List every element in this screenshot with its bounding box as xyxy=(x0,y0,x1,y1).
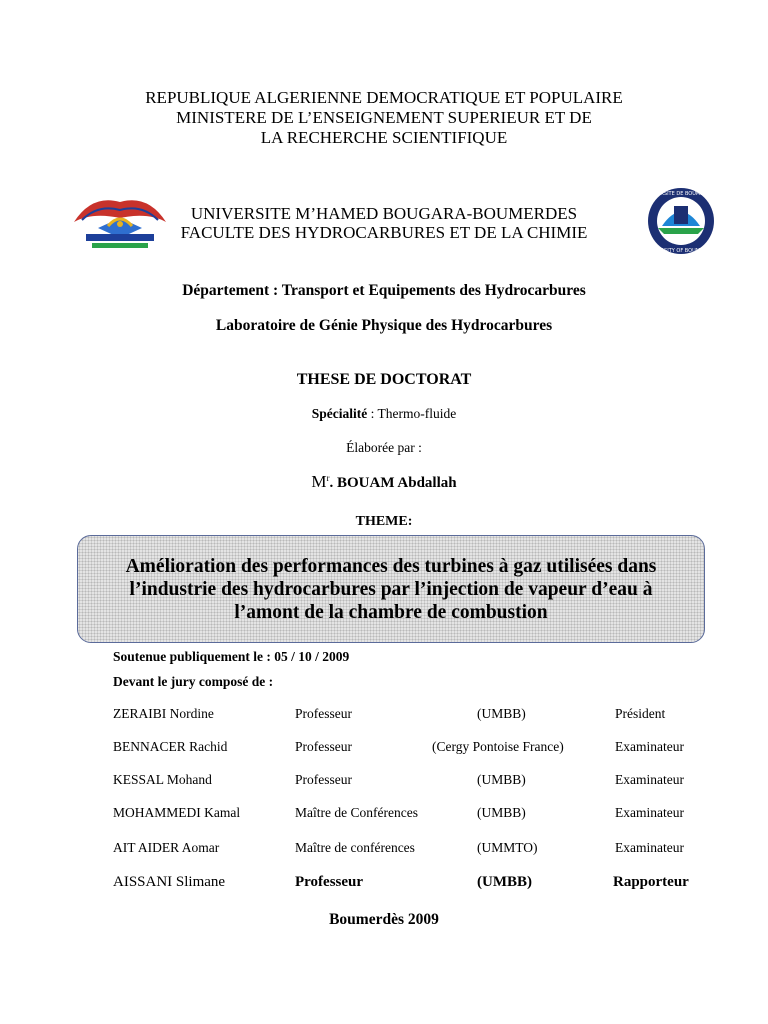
faculty-name: FACULTE DES HYDROCARBURES ET DE LA CHIMIE xyxy=(180,223,588,242)
jury-name: KESSAL Mohand xyxy=(113,772,212,787)
jury-row xyxy=(0,772,768,792)
author-title-sup: r xyxy=(326,473,330,483)
jury-institution: (UMBB) xyxy=(477,772,526,787)
speciality-line xyxy=(0,406,768,422)
jury-role: Examinateur xyxy=(615,840,684,855)
header-republic: REPUBLIQUE ALGERIENNE DEMOCRATIQUE ET POPULAIRE xyxy=(145,88,623,107)
jury-rank: Professeur xyxy=(295,739,352,754)
jury-row xyxy=(0,805,768,825)
jury-name: AISSANI Slimane xyxy=(113,874,226,890)
jury-role: Examinateur xyxy=(615,772,684,787)
jury-name: MOHAMMEDI Kamal xyxy=(113,805,241,820)
prepared-by: Élaborée par : xyxy=(346,440,422,455)
speciality-label: Spécialité xyxy=(311,406,368,421)
theme-line-1: Amélioration des performances des turbines à gaz utilisées dans xyxy=(125,555,657,577)
jury-row xyxy=(0,739,768,759)
jury-name: ZERAIBI Nordine xyxy=(113,706,214,721)
theme-line-3: l’amont de la chambre de combustion xyxy=(234,601,548,623)
logo-text-top: UNIVERSITE DE BOUMERDES xyxy=(644,191,718,197)
footer-place-year: Boumerdès 2009 xyxy=(329,911,439,928)
defense-date: Soutenue publiquement le : 05 / 10 / 2009 xyxy=(113,649,350,664)
jury-rank: Maître de conférences xyxy=(295,840,415,855)
university-logo xyxy=(640,186,722,256)
jury-row xyxy=(0,874,768,894)
header-ministry: MINISTERE DE L’ENSEIGNEMENT SUPERIEUR ET DE xyxy=(176,108,592,127)
theme-line-2: l’industrie des hydrocarbures par l’injection de vapeur d’eau à xyxy=(129,578,653,600)
laboratory: Laboratoire de Génie Physique des Hydrocarbures xyxy=(215,317,553,334)
jury-heading: Devant le jury composé de : xyxy=(113,674,274,689)
jury-role: Rapporteur xyxy=(613,874,689,890)
jury-institution: (UMBB) xyxy=(477,706,526,721)
author-title: M xyxy=(311,472,327,491)
jury-institution: (UMBB) xyxy=(477,874,532,890)
logo-text-bottom: UNIVERSITY OF BOUMERDES xyxy=(645,248,717,254)
jury-role: Examinateur xyxy=(615,805,684,820)
theme-box xyxy=(77,535,705,643)
jury-role: Président xyxy=(615,706,666,721)
jury-institution: (UMBB) xyxy=(477,805,526,820)
jury-name: BENNACER Rachid xyxy=(113,739,228,754)
jury-row xyxy=(0,840,768,860)
header-research: LA RECHERCHE SCIENTIFIQUE xyxy=(260,128,508,147)
jury-rank: Professeur xyxy=(295,772,352,787)
theme-label: THEME: xyxy=(355,514,413,529)
jury-role: Examinateur xyxy=(615,739,684,754)
thesis-type: THESE DE DOCTORAT xyxy=(296,371,472,388)
jury-rank: Professeur xyxy=(295,874,364,890)
jury-rank: Maître de Conférences xyxy=(295,805,418,820)
jury-rank: Professeur xyxy=(295,706,352,721)
author-name: . BOUAM Abdallah xyxy=(329,475,457,491)
speciality-value: : Thermo-fluide xyxy=(367,406,457,421)
department: Département : Transport et Equipements des Hydrocarbures xyxy=(182,282,586,299)
university-name: UNIVERSITE M’HAMED BOUGARA-BOUMERDES xyxy=(190,204,578,223)
jury-name: AIT AIDER Aomar xyxy=(113,840,220,855)
jury-institution: (Cergy Pontoise France) xyxy=(432,739,564,754)
theme-title xyxy=(126,555,657,624)
jury-institution: (UMMTO) xyxy=(477,840,538,855)
jury-row xyxy=(0,706,768,726)
author-line xyxy=(0,472,768,492)
